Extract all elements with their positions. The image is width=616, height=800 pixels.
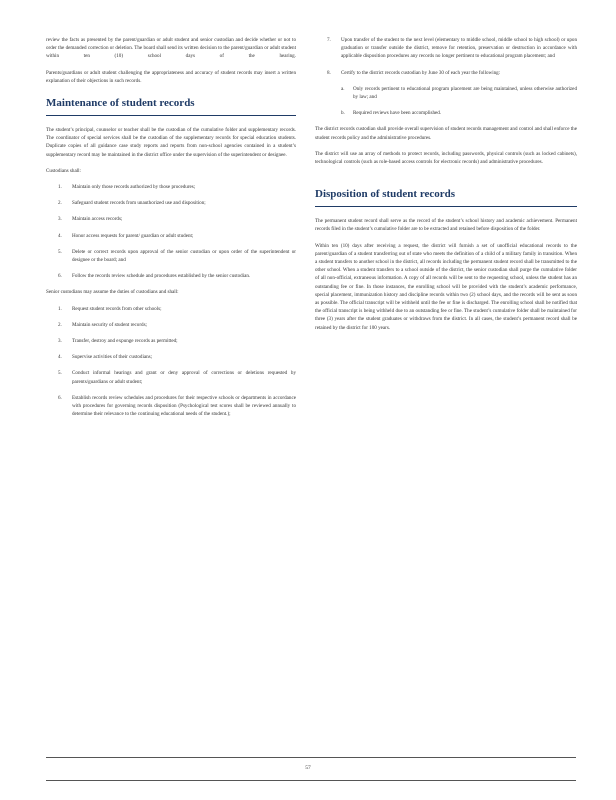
list-item: 5. Conduct informal hearings and grant or deny approval of corrections or deletions requested by parents/guardians or adult student; <box>58 370 296 385</box>
list-item: a. Only records pertinent to educational program placement are being maintained, unless otherwise authorized by law; and <box>341 85 577 101</box>
senior-custodians-label: Senior custodians may assume the duties of custodians and shall: <box>46 289 179 296</box>
maintenance-heading: Maintenance of student records <box>46 97 195 110</box>
list-item: 5. Delete or correct records upon approval of the senior custodian or upon order of the superintendent or designee or the board; and <box>58 248 296 264</box>
intro-paragraph-2: Parents/guardians or adult student challenging the appropriateness and accuracy of student records may insert a written explanation of their objections in such records. <box>46 69 296 84</box>
custodian-duties-list <box>46 183 296 280</box>
list-item: 1. Maintain only those records authorized by those procedures; <box>58 184 196 191</box>
senior-custodian-duties-list-continued <box>315 36 577 77</box>
disposition-heading: Disposition of student records <box>315 188 456 201</box>
list-item: 6. Establish records review schedules and procedures for their respective schools or departments in accordance with procedures for governing records disposition (Psychological test scores shall be reviewed annually to determine their relevance to the continuing educational needs of the student.); <box>58 394 296 418</box>
senior-custodian-duties-list <box>46 305 296 419</box>
list-item: 4. Honor access requests for parent/ guardian or adult student; <box>58 232 194 239</box>
heading-divider <box>315 206 577 207</box>
list-item: 8. Certify to the district records custodian by June 30 of each year the following: <box>327 69 501 76</box>
right-column <box>315 36 577 340</box>
list-item: 1. Request student records from other schools; <box>58 305 162 312</box>
disposition-paragraph-2: Within ten (10) days after receiving a request, the district will furnish a set of unofficial educational records to the parent/guardian of a student transferring out of state who meets the definition of a child of a military family in transition. When a student transfers to another school in the district, all records including the permanent student record shall be transmitted to the other school. When a student transfers to a school outside of the district, the senior custodian shall purge the cumulative folder of all non-official, extraneous information. A copy of all records will be sent to the requesting school, unless the student has an outstanding fee or fine. In those instances, the enrolling school will be provided with the student’s academic performance, special placement, immunization history and discipline records within two (2) school days, and the records will be sent as soon as possible. The official transcript will be withheld until the fee or fine is discharged. The enrolling school shall be notified that the official transcript is being withheld due to an outstanding fee or fine. The student’s cumulative folder shall be maintained for three (3) years after the student graduates or withdraws from the district. In all cases, the student’s permanent record shall be retained by the district for 100 years. <box>315 242 577 331</box>
footer-bottom-divider <box>46 780 576 781</box>
certification-sublist <box>315 85 577 118</box>
footer-divider <box>46 757 576 758</box>
records-protection-paragraph: The district will use an array of methods to protect records, including passwords, physical controls (such as locked cabinets), technological controls (such as role-based access controls for electronic records) and administrative procedures. <box>315 150 577 166</box>
intro-paragraph-1: review the facts as presented by the parent/guardian or adult student and senior custodian and decide whether or not to order the demanded correction or deletion. The board shall send its written decision to the parent/guardian or adult student within ten (10) school days of the hearing. <box>46 37 296 60</box>
list-item: b. Required reviews have been accomplished. <box>341 110 442 117</box>
list-item: 3. Transfer, destroy and expunge records as permitted; <box>58 338 178 345</box>
list-item: 7. Upon transfer of the student to the next level (elementary to middle school, middle school to high school) or upon graduation or transfer outside the district, remove for retention, preservation or destruction in accordance with applicable disposition procedures any records no longer pertinent to educational program placement; and <box>327 37 577 60</box>
page-number: 57 <box>305 765 311 771</box>
records-custodian-paragraph: The district records custodian shall provide overall supervision of student records management and control and shall enforce the student records policy and the administrative procedures. <box>315 126 577 141</box>
list-item: 3. Maintain access records; <box>58 216 123 223</box>
heading-divider <box>46 115 296 116</box>
maintenance-paragraph: The student’s principal, counselor or teacher shall be the custodian of the cumulative folder and supplementary records. The coordinator of special services shall be the custodian of the supplementary records for special education students. Duplicate copies of all guidance case study reports and reports from non-school agencies contained in a student’s supplementary record may be maintained in the district office under the supervision of the superintendent or designee. <box>46 127 296 158</box>
left-column <box>46 36 296 426</box>
disposition-paragraph-1: The permanent student record shall serve as the record of the student’s school history and academic achievement. Permanent records filed in the student’s cumulative folder are to be extracted and retained before disposition of the folder. <box>315 218 577 233</box>
list-item: 2. Maintain security of student records; <box>58 321 147 328</box>
list-item: 2. Safeguard student records from unauthorized use and disposition; <box>58 200 206 207</box>
list-item: 6. Follow the records review schedule and procedures established by the senior custodian. <box>58 273 251 280</box>
list-item: 4. Supervise activities of their custodians; <box>58 354 153 361</box>
custodians-label: Custodians shall: <box>46 167 81 174</box>
